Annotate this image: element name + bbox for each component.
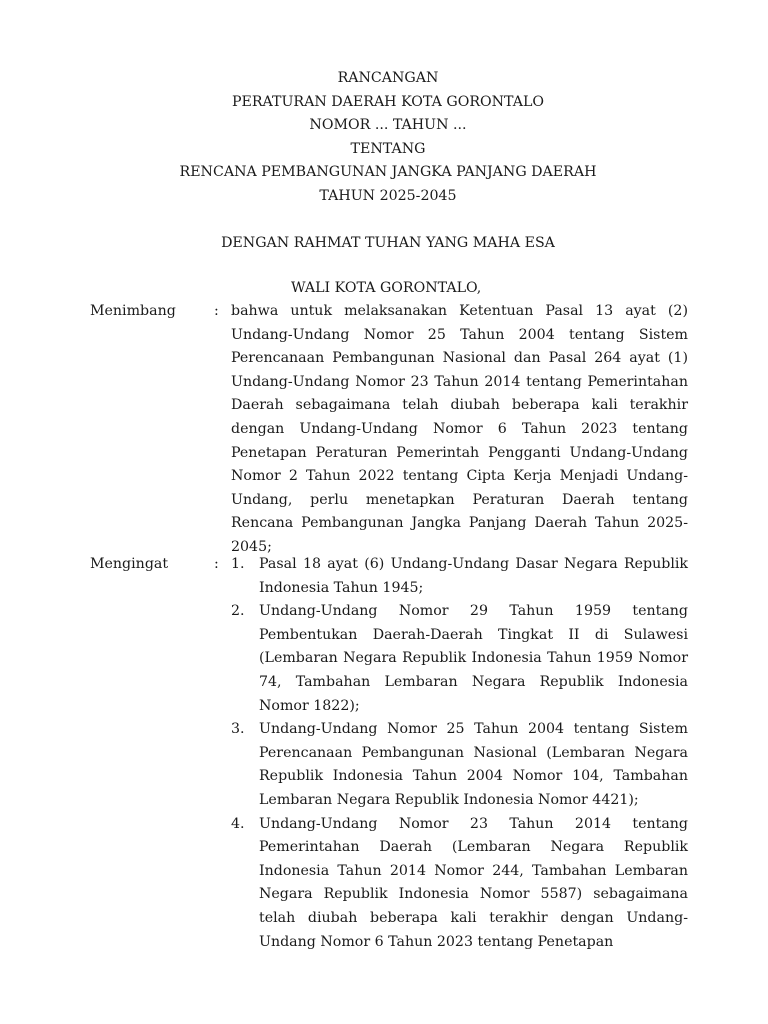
mengingat-colon: : (214, 556, 219, 572)
regulation-period: TAHUN 2025-2045 (319, 187, 457, 204)
mengingat-section (90, 553, 688, 954)
menimbang-text: bahwa untuk melaksanakan Ketentuan Pasal 13 ayat (2) Undang-Undang Nomor 25 Tahun 2004 tentang Sistem Perencanaan Pembangunan Nasional dan Pasal 264 ayat (1) Undang-Undang Nomor 23 Tahun 2014 tentang Pemerintahan Daerah sebagaimana telah diubah beberapa kali terakhir dengan Undang-Undang Nomor 6 Tahun 2023 tentang Penetapan Peraturan Pemerintah Pengganti Undang-Undang Nomor 2 Tahun 2022 tentang Cipta Kerja Menjadi Undang-Undang, perlu menetapkan Peraturan Daerah tentang Rencana Pembangunan Jangka Panjang Daerah Tahun 2025-2045; (231, 303, 688, 555)
regulation-title: PERATURAN DAERAH KOTA GORONTALO (231, 93, 545, 110)
menimbang-label: Menimbang (90, 303, 176, 319)
list-item-number: 3. (231, 721, 245, 738)
list-item-text: Pasal 18 ayat (6) Undang-Undang Dasar Negara Republik Indonesia Tahun 1945; (259, 556, 688, 596)
mayor-heading: WALI KOTA GORONTALO, (291, 280, 482, 296)
list-item-number: 1. (231, 556, 245, 572)
mengingat-label: Mengingat (90, 556, 169, 572)
menimbang-colon: : (214, 303, 219, 319)
regulation-subject: RENCANA PEMBANGUNAN JANGKA PANJANG DAERAH (179, 164, 597, 181)
list-item (231, 813, 688, 955)
list-item-number: 4. (231, 815, 245, 832)
list-item (231, 553, 688, 600)
legal-basis-list (231, 553, 688, 954)
list-item-text: Undang-Undang Nomor 23 Tahun 2014 tentang Pemerintahan Daerah (Lembaran Negara Republik Indonesia Tahun 2014 Nomor 244, Tambahan Lembaran Negara Republik Indonesia Nomor 5587) sebagaimana telah diubah beberapa kali terakhir dengan Undang-Undang Nomor 6 Tahun 2023 tentang Penetapan (259, 815, 688, 950)
list-item-number: 2. (231, 603, 245, 620)
list-item (231, 600, 688, 718)
list-item-text: Undang-Undang Nomor 29 Tahun 1959 tentang Pembentukan Daerah-Daerah Tingkat II di Sulawesi (Lembaran Negara Republik Indonesia Tahun 1959 Nomor 74, Tambahan Lembaran Negara Republik Indonesia Nomor 1822); (259, 603, 688, 714)
header-spacer (0, 209, 768, 233)
about-label: TENTANG (350, 140, 426, 157)
list-item (231, 718, 688, 812)
menimbang-section (90, 300, 688, 560)
draft-label: RANCANGAN (337, 70, 439, 86)
document-header (0, 67, 768, 256)
list-item-text: Undang-Undang Nomor 25 Tahun 2004 tentang Sistem Perencanaan Pembangunan Nasional (Lembaran Negara Republik Indonesia Tahun 2004 Nomor 104, Tambahan Lembaran Negara Republik Indonesia Nomor 4421); (259, 721, 688, 808)
preamble-invocation: DENGAN RAHMAT TUHAN YANG MAHA ESA (221, 235, 555, 252)
regulation-number: NOMOR ... TAHUN ... (309, 117, 467, 134)
